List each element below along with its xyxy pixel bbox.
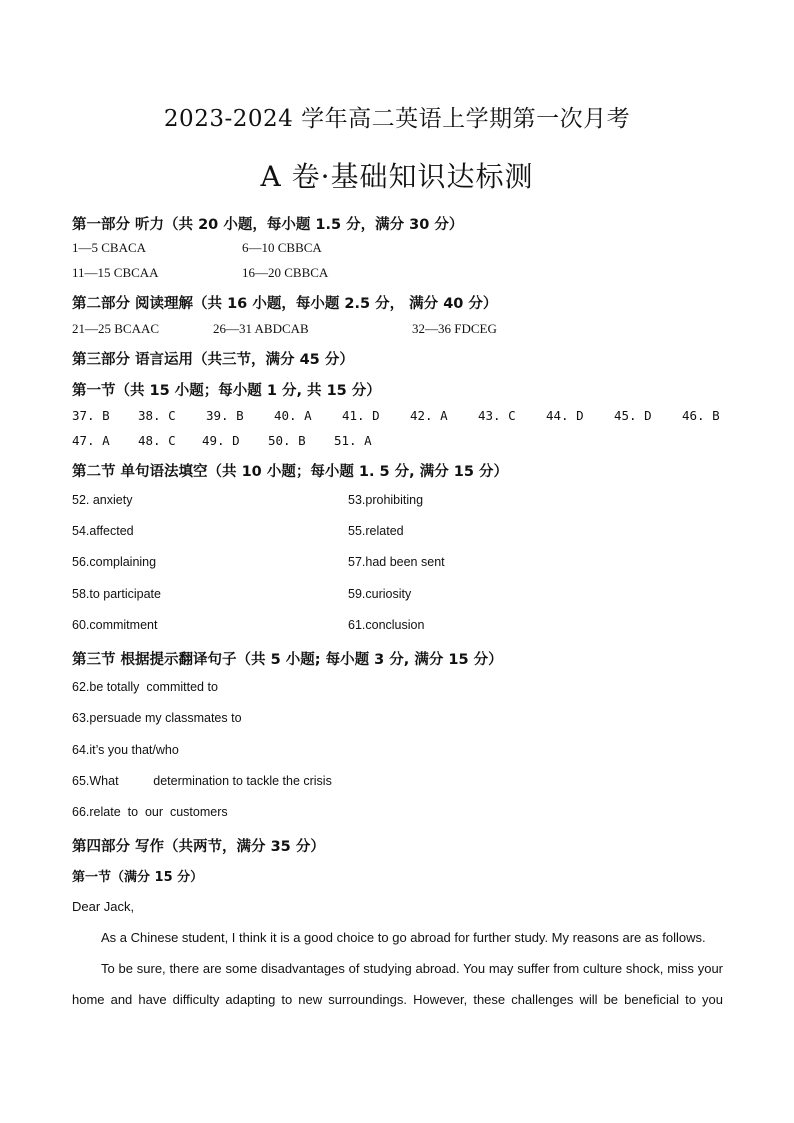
answer-item: 59.curiosity [348, 587, 412, 601]
answer-item: 46. B [682, 408, 720, 423]
answer-group: 32—36 FDCEG [412, 321, 497, 336]
answer-item: 61.conclusion [348, 618, 425, 632]
answer-item: 57.had been sent [348, 555, 445, 569]
answer-item: 52. anxiety [72, 493, 133, 507]
answer-item: 64.it’s you that/who [72, 743, 179, 757]
answer-item: 63.persuade my classmates to [72, 711, 242, 725]
part4-heading: 第四部分 写作（共两节，满分 35 分） [72, 839, 325, 855]
answer-item: 53.prohibiting [348, 493, 424, 507]
answer-item: 51. A [334, 433, 372, 448]
answer-item: 43. C [478, 408, 516, 423]
answer-group: 26—31 ABDCAB [213, 321, 309, 336]
answer-item: 48. C [138, 433, 176, 448]
answer-item: 40. A [274, 408, 312, 423]
answer-item: 55.related [348, 524, 404, 538]
section3-heading: 第三节 根据提示翻译句子（共 5 小题; 每小题 3 分, 满分 15 分） [72, 652, 503, 668]
exam-subtitle: A 卷·基础知识达标测 [260, 160, 534, 193]
answer-group: 1—5 CBACA [72, 240, 147, 255]
answer-item: 38. C [138, 408, 176, 423]
answer-group: 21—25 BCAAC [72, 321, 160, 336]
letter-paragraph: To be sure, there are some disadvantages of studying abroad. You may suffer from culture shock, miss your [101, 961, 723, 976]
answer-item: 50. B [268, 433, 306, 448]
answer-item: 56.complaining [72, 555, 157, 569]
part4-section1-heading: 第一节（满分 15 分） [72, 870, 204, 885]
letter-paragraph: As a Chinese student, I think it is a good choice to go abroad for further study. My reasons are as follows. [101, 930, 706, 945]
answer-item: 41. D [342, 408, 380, 423]
answer-item: 60.commitment [72, 618, 158, 632]
letter-paragraph: home and have difficulty adapting to new surroundings. However, these challenges will be beneficial to you [72, 992, 723, 1007]
part3-heading: 第三部分 语言运用（共三节，满分 45 分） [72, 352, 354, 368]
answer-item: 39. B [206, 408, 244, 423]
exam-title: 2023-2024 学年高二英语上学期第一次月考 [163, 106, 631, 132]
section1-heading: 第一节（共 15 小题；每小题 1 分, 共 15 分） [72, 383, 381, 399]
section2-heading: 第二节 单句语法填空（共 10 小题；每小题 1. 5 分, 满分 15 分） [72, 464, 508, 480]
answer-item: 54.affected [72, 524, 134, 538]
answer-item: 66.relate to our customers [72, 805, 228, 819]
answer-item: 47. A [72, 433, 110, 448]
answer-item: 49. D [202, 433, 240, 448]
answer-item: 65.What determination to tackle the crisis [72, 774, 332, 788]
answer-item: 45. D [614, 408, 652, 423]
answer-group: 6—10 CBBCA [242, 240, 322, 255]
part1-heading: 第一部分 听力（共 20 小题，每小题 1.5 分，满分 30 分） [72, 217, 464, 233]
letter-salutation: Dear Jack, [72, 899, 135, 914]
answer-item: 37. B [72, 408, 110, 423]
answer-group: 16—20 CBBCA [242, 265, 329, 280]
part2-heading: 第二部分 阅读理解（共 16 小题，每小题 2.5 分， 满分 40 分） [72, 296, 498, 312]
answer-item: 58.to participate [72, 587, 161, 601]
answer-group: 11—15 CBCAA [72, 265, 159, 280]
answer-item: 42. A [410, 408, 448, 423]
answer-item: 62.be totally committed to [72, 680, 218, 694]
answer-item: 44. D [546, 408, 584, 423]
